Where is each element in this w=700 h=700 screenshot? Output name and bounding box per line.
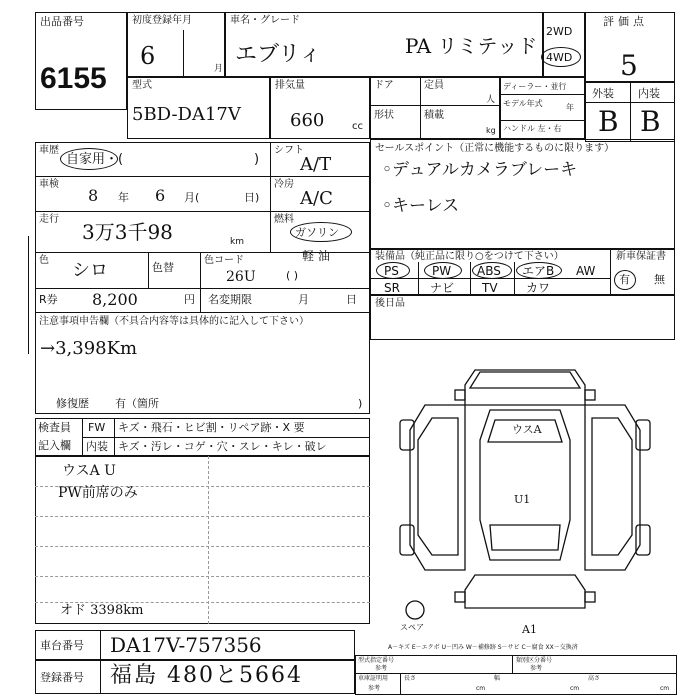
diagram-mark-2: U1 bbox=[514, 493, 531, 506]
equip-leather: カワ bbox=[526, 281, 551, 295]
displacement-label: 排気量 bbox=[275, 80, 305, 91]
color-label: 色 bbox=[39, 255, 49, 266]
displacement-value: 660 bbox=[290, 110, 325, 131]
inspection-label: 車検 bbox=[39, 179, 59, 190]
length-unit: cm bbox=[476, 685, 486, 692]
shift-label: シフト bbox=[274, 145, 304, 156]
equip-ps: PS bbox=[384, 264, 399, 278]
fuel-paren: ( ) bbox=[286, 269, 299, 282]
chassis-value: DA17V-757356 bbox=[110, 633, 262, 657]
color-code-value: 26U bbox=[226, 269, 256, 285]
equip-aw: AW bbox=[576, 264, 596, 278]
warranty-label: 新車保証書 bbox=[616, 251, 666, 262]
inspector-row1-text: キズ・飛石・ヒビ割・リペア跡・X 要 bbox=[118, 421, 305, 434]
history-close: ) bbox=[254, 152, 260, 167]
category-label: 類別区分番号 bbox=[516, 657, 553, 664]
history-value: 自家用・( bbox=[66, 152, 124, 167]
category-ref: 参考 bbox=[530, 665, 543, 672]
ext-label: 外装 bbox=[592, 87, 614, 100]
handwritten-note-1: ウスA U bbox=[62, 463, 116, 479]
inspection-year: 8 bbox=[88, 186, 99, 205]
first-reg-month-unit: 月 bbox=[214, 64, 224, 74]
recycle-value: 8,200 bbox=[92, 290, 138, 309]
year-unit: 年 bbox=[566, 103, 574, 112]
repair-close: ) bbox=[358, 397, 363, 410]
equip-abs: ABS bbox=[477, 264, 501, 278]
recycle-label: R券 bbox=[39, 293, 58, 306]
diagram-mark-1: ウスA bbox=[512, 423, 542, 436]
designation-ref: 参考 bbox=[375, 665, 388, 672]
drive-4wd: 4WD bbox=[546, 51, 573, 64]
designation-label: 型式指定番号 bbox=[358, 657, 395, 664]
fuel-value: ガソリン bbox=[295, 226, 339, 239]
shape-label: 形状 bbox=[374, 110, 394, 121]
inspection-year-unit: 年 bbox=[118, 191, 129, 204]
history-label: 車歴 bbox=[39, 145, 59, 156]
diagram-spare-label: スペア bbox=[400, 623, 424, 632]
sales-point-2: ◦キーレス bbox=[382, 196, 460, 216]
equipment-label: 装備品（純正品に限り○をつけて下さい） bbox=[375, 251, 564, 262]
int-label: 内装 bbox=[638, 87, 660, 100]
inspection-month-unit: 月( bbox=[184, 191, 200, 204]
reg-label: 登録番号 bbox=[40, 671, 84, 684]
repair-label: 修復歴 bbox=[56, 397, 89, 410]
first-reg-year: 6 bbox=[140, 42, 156, 70]
handle-label: ハンドル 左・右 bbox=[503, 124, 562, 133]
model-value: 5BD-DA17V bbox=[132, 104, 241, 125]
warranty-yes: 有 bbox=[619, 273, 630, 286]
height-label: 高さ bbox=[588, 675, 601, 682]
notes-value: →3,398Km bbox=[40, 338, 138, 359]
later-items-box bbox=[370, 295, 675, 340]
lot-label: 出品番号 bbox=[40, 15, 84, 28]
name-grade-label: 車名・グレード bbox=[230, 15, 300, 26]
diagram-mark-3: A1 bbox=[522, 623, 537, 636]
reg-value: 福島 480と5664 bbox=[110, 663, 303, 688]
mileage-unit: km bbox=[230, 237, 244, 247]
equip-navi: ナビ bbox=[430, 281, 455, 295]
door-label: ドア bbox=[374, 80, 394, 91]
equip-airbag: エアB bbox=[522, 264, 555, 278]
diagram-legend: A－キズ E－エクボ U－凹み W－補修跡 S－サビ C－腐食 XX－交換済 bbox=[388, 644, 578, 651]
handwritten-notes-box bbox=[35, 456, 370, 624]
height-unit: cm bbox=[660, 685, 670, 692]
drive-2wd: 2WD bbox=[546, 25, 573, 38]
eval-label: 評価点 bbox=[603, 15, 648, 28]
length-label: 長さ bbox=[404, 675, 417, 682]
grade: PA リミテッド bbox=[405, 34, 538, 58]
load-unit: kg bbox=[486, 126, 496, 135]
car-name: エブリィ bbox=[235, 42, 322, 67]
mileage-value: 3万3千98 bbox=[82, 220, 173, 244]
inspector-label-2: 記入欄 bbox=[38, 439, 71, 452]
inspection-day-unit: 日) bbox=[244, 191, 260, 204]
notes-label: 注意事項申告欄（不具合内容等は具体的に記入して下さい） bbox=[39, 316, 309, 327]
dealer-label: ディーラー・並行 bbox=[503, 82, 567, 91]
fuel-label: 燃料 bbox=[274, 214, 294, 225]
ext-score: B bbox=[598, 105, 619, 138]
first-reg-label: 初度登録年月 bbox=[132, 15, 192, 26]
capacity-unit: 人 bbox=[486, 95, 496, 105]
model-label: 型式 bbox=[132, 80, 152, 91]
mileage-label: 走行 bbox=[39, 214, 59, 225]
shift-value: A/T bbox=[300, 154, 332, 175]
cert-label: 車庫証明用 bbox=[358, 675, 389, 682]
cooling-label: 冷房 bbox=[274, 179, 294, 190]
drive-box bbox=[543, 12, 585, 77]
name-change-label: 名変期限 bbox=[208, 293, 252, 306]
equip-pw: PW bbox=[432, 264, 452, 278]
color-change-label: 色替 bbox=[152, 261, 174, 274]
color-code-label: 色コード bbox=[204, 255, 244, 266]
int-score: B bbox=[640, 105, 661, 138]
eval-score: 5 bbox=[620, 49, 638, 82]
handwritten-note-2: PW前席のみ bbox=[58, 485, 138, 501]
later-items-label: 後日品 bbox=[375, 298, 405, 309]
cert-ref: 参考 bbox=[368, 685, 381, 692]
color-value: シロ bbox=[72, 260, 108, 281]
equip-tv: TV bbox=[482, 281, 498, 295]
name-change-day: 日 bbox=[346, 293, 357, 306]
name-change-month: 月 bbox=[298, 293, 309, 306]
sales-point-1: ◦デュアルカメラブレーキ bbox=[382, 160, 578, 180]
equip-sr: SR bbox=[384, 281, 400, 295]
fuel-alt: 軽油 bbox=[302, 249, 335, 263]
width-unit: cm bbox=[570, 685, 580, 692]
sales-box bbox=[370, 139, 675, 249]
inspector-row1-tag: FW bbox=[88, 421, 106, 434]
handwritten-note-3: オド 3398km bbox=[60, 603, 144, 618]
repair-value: 有（箇所 bbox=[115, 397, 159, 410]
inspector-row2-text: キズ・汚レ・コゲ・穴・スレ・キレ・破レ bbox=[118, 440, 327, 453]
warranty-no: 無 bbox=[654, 273, 665, 286]
width-label: 幅 bbox=[494, 675, 501, 682]
chassis-label: 車台番号 bbox=[40, 639, 84, 652]
capacity-label: 定員 bbox=[424, 80, 444, 91]
lot-number: 6155 bbox=[40, 62, 107, 95]
model-year-label: モデル年式 bbox=[503, 99, 543, 108]
recycle-unit: 円 bbox=[184, 293, 195, 306]
cooling-value: A/C bbox=[300, 188, 333, 209]
cc-unit: cc bbox=[352, 121, 363, 132]
inspection-month: 6 bbox=[155, 186, 166, 205]
sales-label: セールスポイント（正常に機能するものに限ります） bbox=[375, 143, 615, 154]
shape-value: 積載 bbox=[424, 110, 444, 121]
inspector-row2-tag: 内装 bbox=[86, 440, 108, 453]
inspector-label-1: 検査員 bbox=[38, 421, 71, 434]
